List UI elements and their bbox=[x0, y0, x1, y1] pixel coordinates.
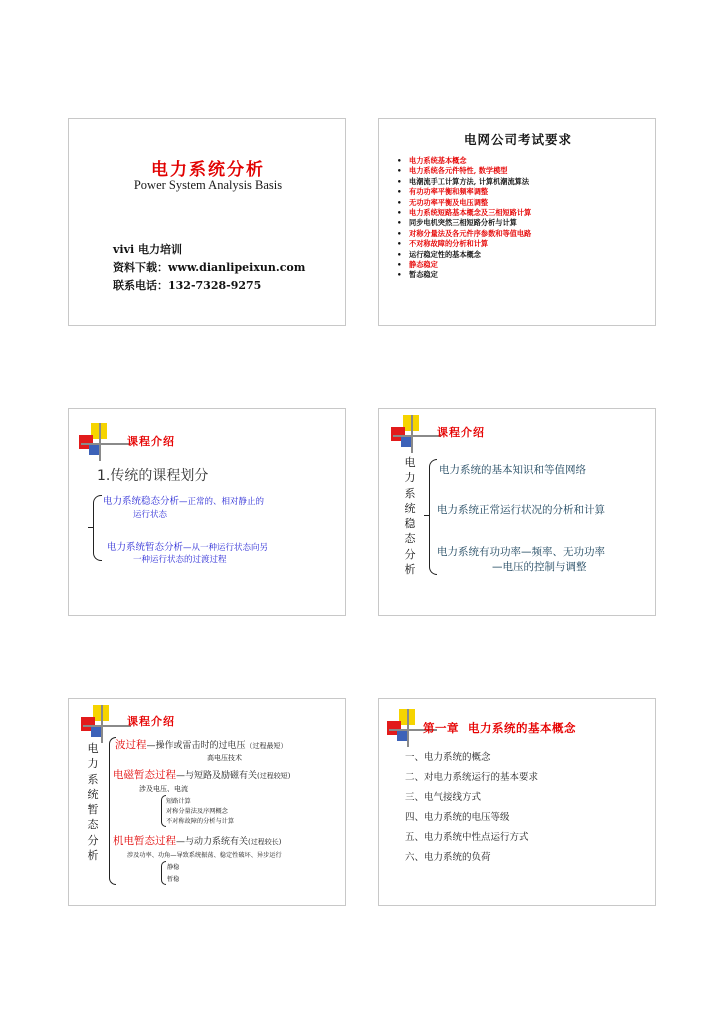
wave-process-note: （过程最短） bbox=[245, 742, 288, 750]
slide-6-chapter-one bbox=[378, 698, 656, 906]
brace-icon bbox=[109, 737, 116, 885]
vertical-char: 系 bbox=[87, 772, 99, 786]
slide-2-exam-requirements bbox=[378, 118, 656, 326]
brace-tip bbox=[424, 515, 429, 516]
list-item bbox=[397, 229, 531, 239]
transient-desc-line2: 一种运行状态的过渡过程 bbox=[133, 555, 227, 565]
bullet-icon: • bbox=[397, 187, 402, 197]
vertical-char: 力 bbox=[87, 757, 99, 771]
bullet-icon: • bbox=[397, 197, 402, 207]
vertical-char: 分 bbox=[87, 833, 99, 847]
list-item: 一、电力系统的概念 bbox=[405, 752, 491, 763]
slide-5-transient bbox=[68, 698, 346, 906]
bullet-icon: • bbox=[397, 239, 402, 249]
list-item bbox=[397, 156, 531, 166]
trainer-name: vivi 电力培训 bbox=[113, 243, 182, 256]
logo-squares-icon bbox=[387, 709, 423, 745]
list-item: 静稳 bbox=[167, 864, 180, 871]
steady-state-item bbox=[103, 493, 264, 507]
wave-process-desc: —操作或雷击时的过电压 bbox=[146, 741, 246, 751]
list-item: 暂稳 bbox=[167, 876, 180, 883]
vertical-char: 态 bbox=[404, 532, 416, 546]
list-item bbox=[397, 218, 531, 228]
brace-tip bbox=[88, 527, 93, 528]
list-item: 三、电气接线方式 bbox=[405, 792, 482, 803]
logo-squares-icon bbox=[79, 423, 115, 459]
bullet-icon: • bbox=[397, 228, 402, 238]
list-item-text: 同步电机突然三相短路分析与计算 bbox=[409, 218, 517, 228]
list-item-text: 电力系统各元件特性, 数学模型 bbox=[409, 166, 508, 176]
logo-squares-icon bbox=[391, 415, 427, 451]
list-item bbox=[397, 250, 531, 260]
bullet-icon: • bbox=[397, 249, 402, 259]
wave-process bbox=[115, 737, 288, 752]
course-item-2: 电力系统正常运行状况的分析和计算 bbox=[437, 504, 605, 516]
transient-term: 电力系统暂态分析 bbox=[107, 542, 184, 553]
list-item bbox=[397, 239, 531, 249]
list-item-text: 不对称故障的分析和计算 bbox=[409, 239, 489, 249]
list-item-text: 电力系统基本概念 bbox=[409, 156, 467, 165]
em-process-sub: 涉及电压、电流 bbox=[139, 785, 188, 793]
bullet-icon: • bbox=[397, 166, 402, 176]
wave-process-sub: 高电压技术 bbox=[207, 754, 242, 762]
slide-3-course-intro bbox=[68, 408, 346, 616]
slide-4-steady-state bbox=[378, 408, 656, 616]
list-item bbox=[397, 208, 531, 218]
section-title: 课程介绍 bbox=[127, 715, 175, 728]
list-item: 二、对电力系统运行的基本要求 bbox=[405, 772, 539, 783]
list-item bbox=[397, 260, 531, 270]
vertical-char: 统 bbox=[404, 501, 416, 515]
chapter-title: 第一章 电力系统的基本概念 bbox=[423, 721, 577, 735]
vertical-char: 统 bbox=[87, 787, 99, 801]
emech-process bbox=[113, 833, 281, 848]
vertical-char: 电 bbox=[404, 456, 416, 469]
vertical-char: 分 bbox=[404, 547, 416, 561]
list-item-text: 对称分量法及各元件序参数和等值电路 bbox=[409, 228, 532, 238]
phone-number: 联系电话：132-7328-9275 bbox=[113, 279, 262, 292]
list-item-text: 无功功率平衡及电压调整 bbox=[409, 197, 489, 207]
wave-process-term: 波过程 bbox=[115, 739, 147, 751]
list-item-text: 暂态稳定 bbox=[409, 270, 438, 280]
list-item: 不对称故障的分析与计算 bbox=[166, 818, 235, 825]
bullet-icon: • bbox=[397, 176, 402, 186]
list-item: 对称分量法及序网概念 bbox=[166, 808, 228, 815]
emech-process-term: 机电暂态过程 bbox=[113, 835, 176, 847]
list-item-text: 有功功率平衡和频率调整 bbox=[409, 187, 489, 197]
slide-subtitle: Power System Analysis Basis bbox=[133, 178, 283, 192]
vertical-char: 系 bbox=[404, 486, 416, 500]
list-item: 六、电力系统的负荷 bbox=[405, 852, 491, 863]
slide-title: 电力系统分析 bbox=[151, 160, 265, 180]
em-process-desc: —与短路及励磁有关 bbox=[176, 771, 258, 781]
vertical-char: 析 bbox=[87, 849, 99, 863]
bullet-icon: • bbox=[397, 270, 402, 280]
steady-state-term: 电力系统稳态分析 bbox=[103, 496, 180, 507]
list-item bbox=[397, 198, 531, 208]
em-process-term: 电磁暂态过程 bbox=[113, 769, 176, 781]
steady-state-desc: —正常的、相对静止的 bbox=[179, 497, 265, 507]
list-item bbox=[397, 270, 531, 280]
vertical-char: 态 bbox=[87, 818, 99, 832]
slide-1-title bbox=[68, 118, 346, 326]
course-item-3: 电力系统有功功率—频率、无功功率 bbox=[437, 546, 605, 558]
brace-icon bbox=[93, 495, 102, 561]
list-item-text: 电潮流手工计算方法, 计算机潮流算法 bbox=[409, 176, 530, 186]
requirement-list bbox=[397, 156, 531, 281]
list-item: 短路计算 bbox=[166, 798, 191, 805]
list-item: 五、电力系统中性点运行方式 bbox=[405, 832, 529, 843]
list-item: 四、电力系统的电压等级 bbox=[405, 812, 510, 823]
vertical-label bbox=[86, 741, 100, 863]
em-process-note: (过程较短) bbox=[257, 772, 291, 780]
brace-icon bbox=[161, 861, 166, 885]
list-item-text: 运行稳定性的基本概念 bbox=[409, 249, 481, 259]
bullet-icon: • bbox=[397, 260, 402, 270]
transient-item bbox=[107, 539, 268, 553]
vertical-label bbox=[403, 455, 417, 577]
section-title: 课程介绍 bbox=[127, 435, 175, 448]
course-item-3-line2: —电压的控制与调整 bbox=[492, 561, 587, 573]
list-item bbox=[397, 177, 531, 187]
em-process bbox=[113, 767, 290, 782]
bullet-icon: • bbox=[397, 156, 402, 165]
emech-process-sub: 涉及功率、功角—导致系统振荡、稳定性破坏、异步运行 bbox=[127, 852, 282, 859]
list-item-text: 电力系统短路基本概念及三相短路计算 bbox=[409, 208, 532, 218]
vertical-char: 析 bbox=[404, 563, 416, 577]
slide-title: 电网公司考试要求 bbox=[463, 132, 572, 147]
emech-process-desc: —与动力系统有关 bbox=[176, 837, 249, 847]
vertical-char: 暂 bbox=[87, 803, 99, 817]
vertical-char: 电 bbox=[87, 742, 99, 755]
section-heading: 1.传统的课程划分 bbox=[97, 468, 209, 484]
course-item-1: 电力系统的基本知识和等值网络 bbox=[439, 464, 586, 476]
list-item bbox=[397, 166, 531, 176]
list-item bbox=[397, 187, 531, 197]
transient-desc: —从一种运行状态向另 bbox=[183, 543, 269, 553]
download-link: 资料下载：www.dianlipeixun.com bbox=[113, 261, 306, 274]
emech-process-note: (过程较长) bbox=[248, 838, 282, 846]
section-title: 课程介绍 bbox=[437, 426, 485, 439]
vertical-char: 力 bbox=[404, 471, 416, 485]
list-item-text: 静态稳定 bbox=[409, 260, 438, 270]
vertical-char: 稳 bbox=[404, 517, 416, 531]
bullet-icon: • bbox=[397, 208, 402, 218]
steady-state-desc-line2: 运行状态 bbox=[133, 510, 168, 520]
brace-icon bbox=[429, 459, 437, 575]
bullet-icon: • bbox=[397, 218, 402, 228]
logo-squares-icon bbox=[81, 705, 117, 741]
